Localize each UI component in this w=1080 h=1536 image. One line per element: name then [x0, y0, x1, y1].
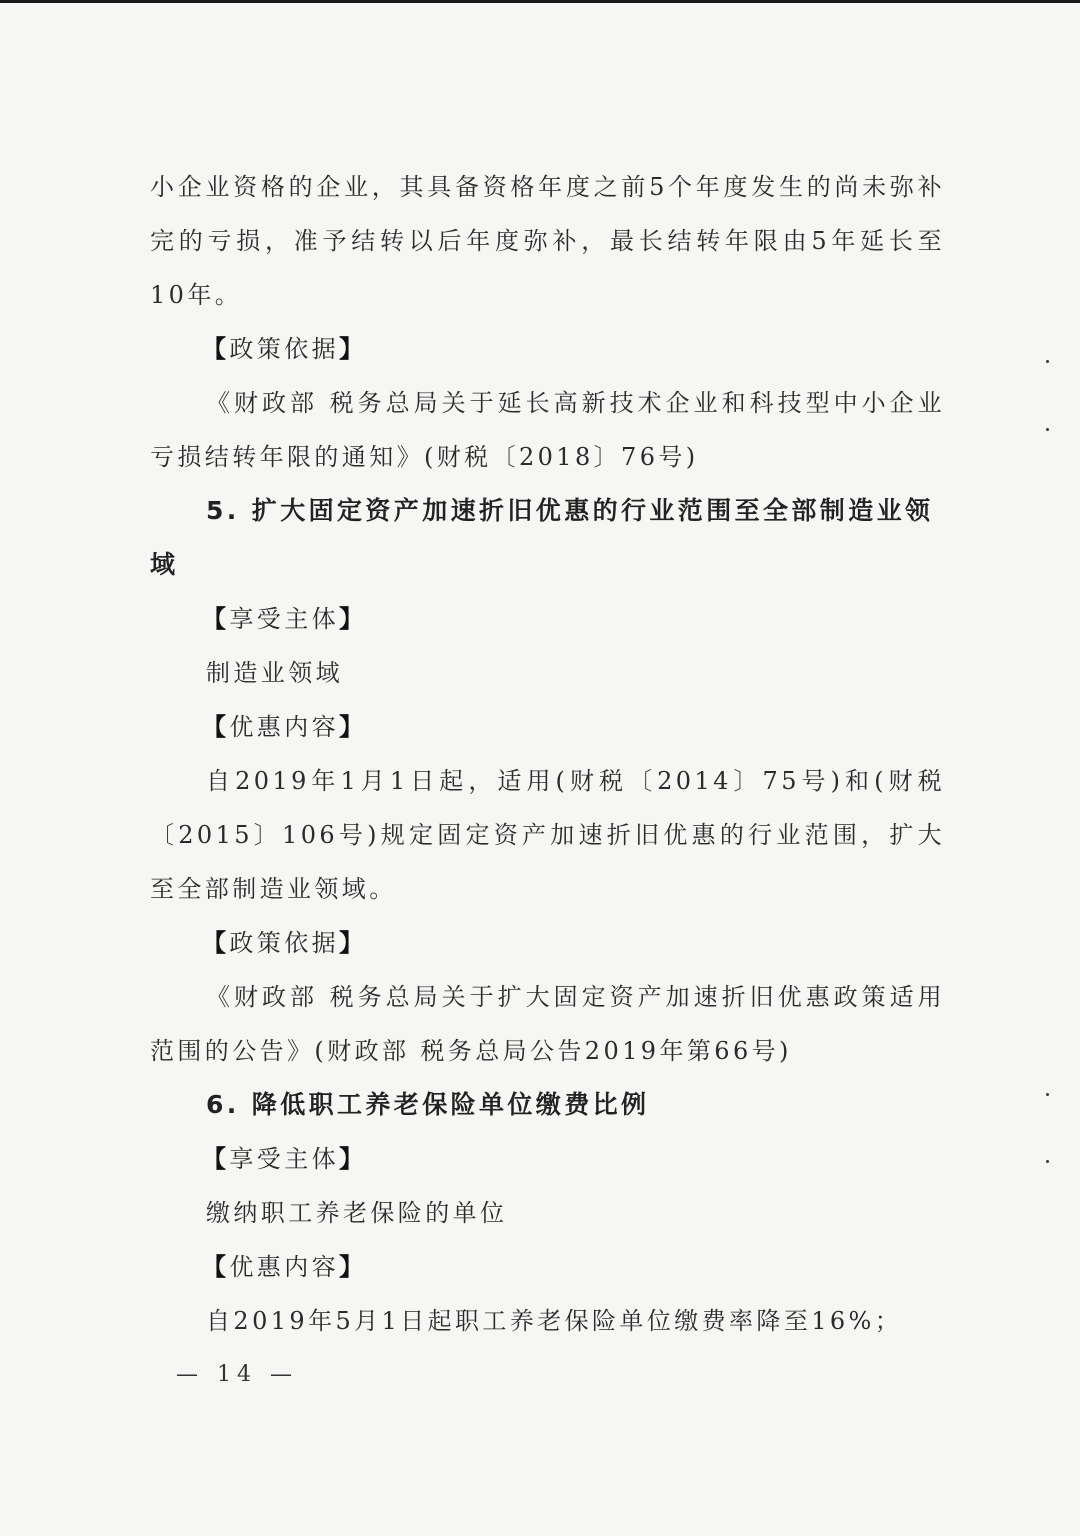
beneficiary-paragraph: 制造业领域 [206, 659, 343, 687]
scan-speck [1046, 1160, 1049, 1163]
scan-top-border [0, 0, 1080, 3]
preferential-content-label-text: 优惠内容 [229, 713, 340, 741]
page-number: — 14 — [176, 1362, 298, 1387]
beneficiary-paragraph: 缴纳职工养老保险的单位 [206, 1199, 508, 1227]
beneficiary-label-text: 享受主体 [229, 605, 340, 633]
intro-paragraph: 小企业资格的企业，其具备资格年度之前5个年度发生的尚未弥补完的亏损，准予结转以后年度弥补，最长结转年限由5年延长至10年。 [150, 173, 945, 309]
preferential-content-label: 【优惠内容】 [202, 1252, 367, 1281]
beneficiary-label-text: 享受主体 [229, 1145, 340, 1173]
scan-speck [1046, 428, 1049, 431]
preferential-content-label-text: 优惠内容 [229, 1253, 340, 1281]
preferential-content-label: 【优惠内容】 [202, 712, 367, 741]
scan-speck [1046, 360, 1049, 363]
policy-basis-paragraph: 《财政部 税务总局关于延长高新技术企业和科技型中小企业亏损结转年限的通知》(财税〔2018〕76号) [150, 389, 945, 471]
beneficiary-label: 【享受主体】 [202, 604, 367, 633]
policy-basis-label: 【政策依据】 [202, 334, 367, 363]
section-heading-6: 6. 降低职工养老保险单位缴费比例 [206, 1090, 650, 1119]
policy-basis-paragraph: 《财政部 税务总局关于扩大固定资产加速折旧优惠政策适用范围的公告》(财政部 税务总局公告2019年第66号) [150, 983, 945, 1065]
beneficiary-label: 【享受主体】 [202, 1144, 367, 1173]
scan-speck [1046, 1093, 1049, 1096]
preferential-content-paragraph: 自2019年1月1日起，适用(财税〔2014〕75号)和(财税〔2015〕106号)规定固定资产加速折旧优惠的行业范围，扩大至全部制造业领域。 [150, 767, 945, 903]
document-body [150, 160, 945, 1348]
section-heading-5: 5. 扩大固定资产加速折旧优惠的行业范围至全部制造业领域 [150, 496, 934, 579]
policy-basis-label-text: 政策依据 [229, 929, 340, 957]
policy-basis-label: 【政策依据】 [202, 928, 367, 957]
policy-basis-label-text: 政策依据 [229, 335, 340, 363]
preferential-content-paragraph: 自2019年5月1日起职工养老保险单位缴费率降至16%； [206, 1307, 903, 1335]
